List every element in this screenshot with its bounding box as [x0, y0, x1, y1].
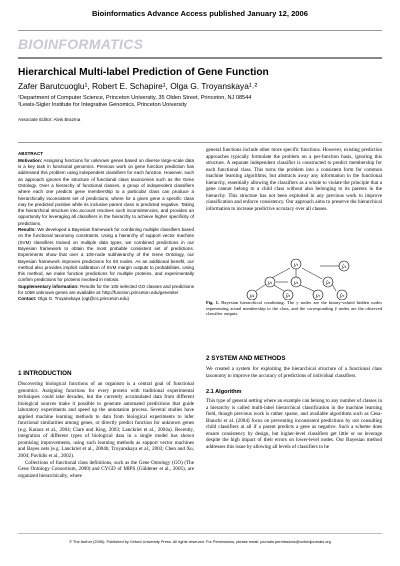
node-label-y3: y₃ [293, 280, 299, 286]
journal-banner: Bioinformatics Advance Access published January 12, 2006 [92, 9, 308, 18]
contact-text: Olga G. Troyanskaya (ogt@cs.princeton.edu) [37, 296, 130, 302]
figure-caption [206, 300, 382, 317]
results-label: Results: [18, 227, 36, 233]
contact-label: Contact: [18, 296, 37, 302]
motivation-text: Assigning functions for unknown genes based on diverse large-scale data is a key task in functional genomics. Previous work on gene function prediction has addressed this problem using independent classifiers for each function. However, such an approach ignores the structure of functional class taxonomies such as the Gene Ontology. Over a hierarchy of functional classes, a group of independent classifiers where each one predicts gene membership to a particular class can produce a hierarchically inconsistent set of predictions, where for a given gene a specific class may be predicted positive while its inclusive parent class is predicted negative. Taking the hierarchical structure into account resolves such inconsistencies, and provides an opportunity for leveraging all classifiers in the hierarchy to achieve higher specificity of predictions. [18, 157, 194, 226]
intro-body [18, 381, 194, 479]
node-label-yhat1: ŷ₁ [341, 264, 347, 270]
journal-name: BIOINFORMATICS [18, 36, 144, 52]
sec2-heading: 2 SYSTEM AND METHODS [206, 355, 286, 362]
affiliation-1: ¹Department of Computer Science, Princeton University, 35 Olden Street, Princeton, NJ 08544 [18, 95, 252, 101]
results-text: We developed a Bayesian framework for combining multiple classifiers based on the functional taxonomy constraints. Using a hierarchy of support vector machine (SVM) classifiers trained on multiple data types, we combined predictions in our Bayesian framework to obtain the most probable consistent set of predictions. Experiments show that over a 105-node subhierarchy of the Gene Ontology, our Bayesian framework improves predictions for 93 nodes. As an additional benefit, our method also provides implicit calibration of SVM margin outputs to probabilities. Using this method, we make function predictions for multiple proteins, and experimentally confirm predictions for proteins involved in mitosis. [18, 227, 194, 283]
sub21-heading: 2.1 Algorithm [206, 389, 242, 395]
supp-text: Results for the 105 selected GO classes and predictions for 1059 unknown genes are available at: http://function.princeton.edu/genesite/ [18, 283, 194, 296]
abstract-heading: ABSTRACT [18, 151, 44, 156]
affiliation-2: ²Lewis-Sigler Institute for Integrative Genomics, Princeton University [18, 102, 187, 108]
bayesian-hierarchy-figure [232, 258, 362, 300]
footer-rule [18, 533, 382, 534]
figure-caption-label: Fig. 1. [206, 300, 220, 305]
node-label-y5: y₅ [315, 293, 321, 299]
right-paragraph-1: general functions include other more specific functions. However, existing prediction approaches typically formulate the problem on a per-function basis, ignoring this structure. A separate independent classifier is constructed to predict membership for each functional class. This turns the problem into a consistent form for common machine learning algorithms, but abstracts away any information in the functional hierarchy, essentially allowing the classifiers as a whole to violate the principle that a gene cannot belong to a child class without also belonging to its parents in the hierarchy. This structure has not been exploited in any previous work to improve classification and enforce consistency. Our approach aims to preserve the hierarchical information to increase predictive accuracy over all classes. [206, 147, 382, 212]
journal-rule [18, 57, 382, 59]
intro-paragraph-2: Collections of functional class definitions, such as the Gene Ontology (GO) (The Gene Ontology Consortium, 2000) and CYGD of MIPS (Güldener et al., 2005), are organized hierarchically, where [18, 459, 194, 479]
abstract-rule [18, 142, 382, 143]
sub21-paragraph: This type of general setting where an example can belong to any number of classes in a hierarchy is called multi-label hierarchical classification in the machine learning field, though previous work is rather sparse, and available algorithms such as Cesa-Bianchi et al. (2004) focus on preventing inconsistent predictions by not consulting child classifiers at all if a parent predicts a gene as negative. Such a scheme does ensure consistency by design, but higher-level classifiers get little or no leverage despite the high impact of their errors on lower-level nodes. Our Bayesian method addresses this issue by allowing all levels of classifiers to be [206, 398, 382, 450]
intro-paragraph-1: Discovering biological functions of an organism is a central goal of functional genomics. Assigning functions for every protein with traditional experimental techniques could take decades, but the currently accumulated data from different biological sources make it possible to generate automated predictions that guide laboratory experiments and speed up the annotation process. Several studies have applied machine learning methods to data from biological experiments to infer functional similarities among genes, or directly predict function for unknown genes (e.g. Karaoz et al., 2004; Clare and King, 2003; Lanckriet et al., 2004a). Recently, integration of different types of biological data in a single model has shown promising improvements, using such learning methods as support vector machines and Bayes nets (e.g. Lanckriet et al., 2004b; Troyanskaya et al., 2003; Chen and Xu, 2004; Pavlidis et al., 2002). [18, 381, 194, 460]
associate-editor: Associate Editor: Alvis Brazma [18, 117, 81, 122]
sec2-body [206, 366, 382, 379]
top-rule [18, 30, 382, 31]
motivation-label: Motivation: [18, 157, 43, 163]
node-label-y4: y₄ [249, 293, 255, 299]
paper-authors: Zafer Barutcuoglu¹, Robert E. Schapire¹, Olga G. Troyanskaya¹˒² [18, 81, 258, 91]
supp-label: Supplementary information: [18, 283, 79, 289]
copyright-footer: © The Author (2006). Published by Oxford University Press. All rights reserved. For Permissions, please email: journals.permissions@oxfordjournals.org [69, 539, 331, 544]
right-column-intro [206, 147, 382, 212]
paper-title: Hierarchical Multi-label Prediction of Gene Function [18, 67, 269, 78]
node-label-y1: y₁ [293, 262, 299, 268]
node-label-yhat5: ŷ₅ [339, 293, 345, 299]
node-label-yhat2: ŷ₂ [285, 293, 291, 299]
sub21-body [206, 398, 382, 450]
intro-heading: 1 INTRODUCTION [18, 370, 72, 377]
node-label-yhat3: ŷ₃ [325, 280, 331, 286]
node-label-y2: y₂ [267, 280, 273, 286]
figure-caption-text: Bayesian hierarchical combining. The y nodes are the binary-valued hidden nodes representing actual membership to the class, and the corresponding ŷ nodes are the observed classifier outputs. [206, 300, 382, 317]
abstract [18, 151, 194, 303]
sec2-paragraph: We created a system for exploiting the hierarchical structure of a functional class taxonomy to improve the accuracy of predictions of individual classifiers. [206, 366, 382, 379]
